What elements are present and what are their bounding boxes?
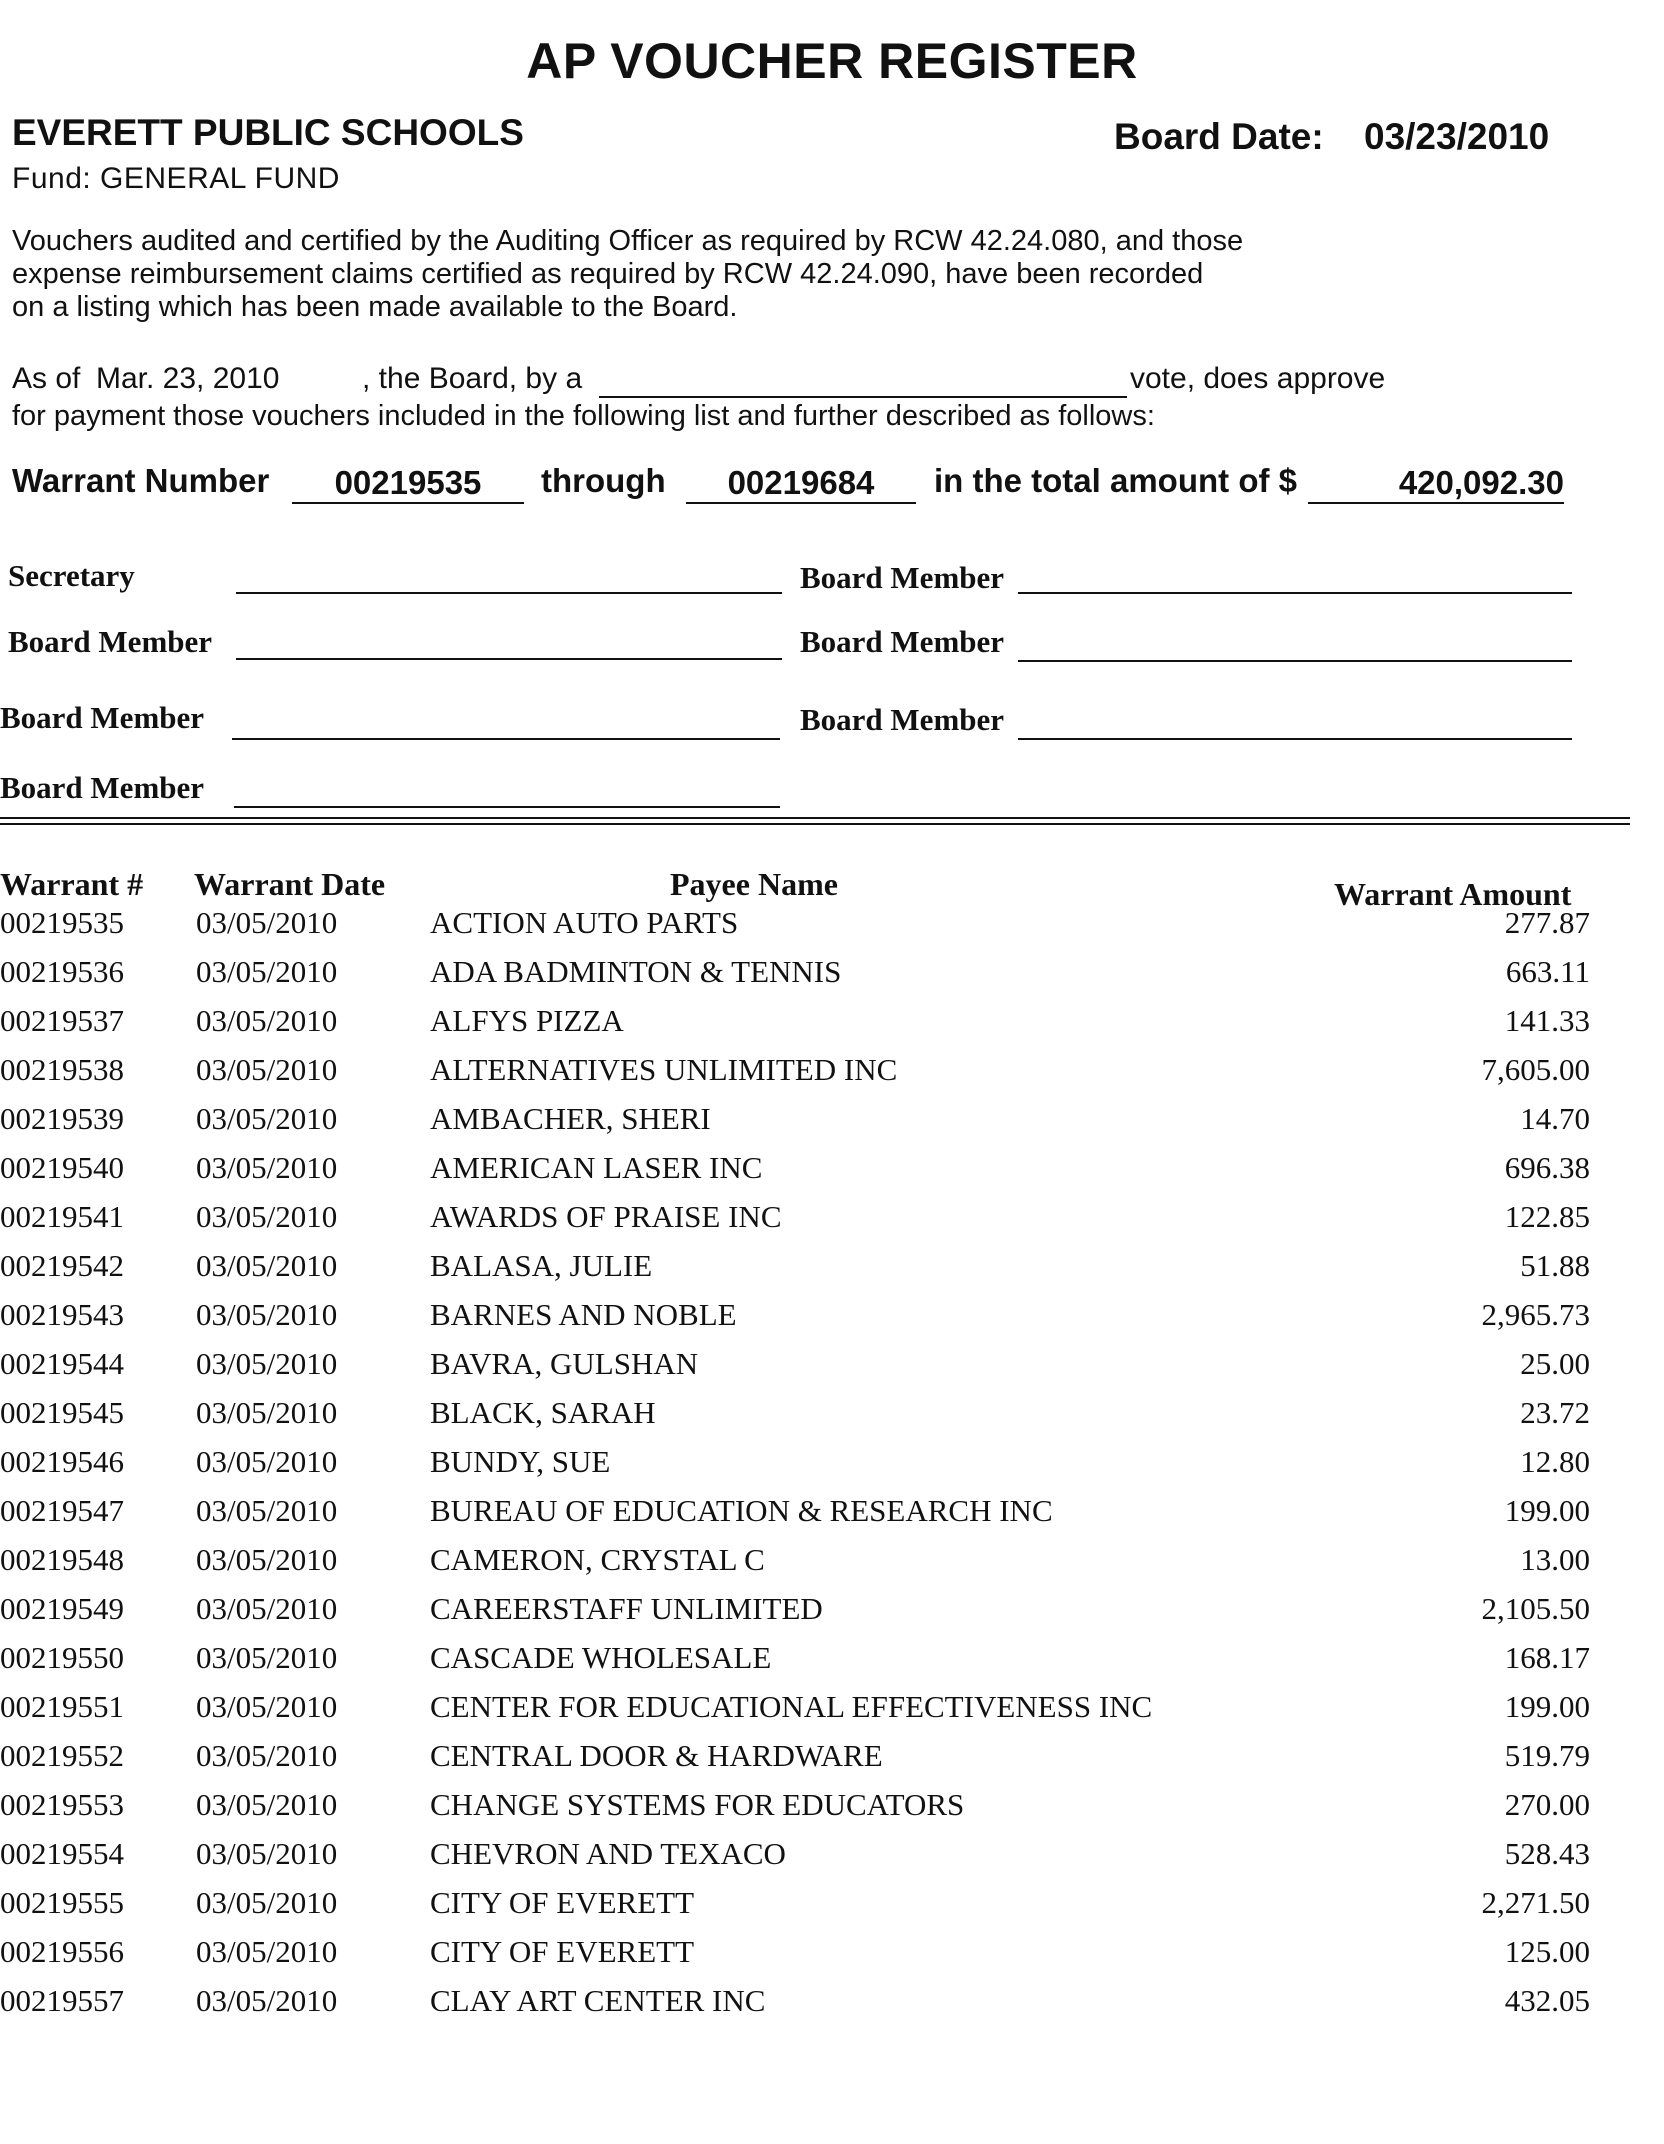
warrant-number-cell: 00219550 bbox=[0, 1640, 124, 1675]
board-member-signature-line[interactable] bbox=[1018, 738, 1572, 740]
payee-name-cell: BUNDY, SUE bbox=[430, 1444, 611, 1479]
payee-name-cell: ALTERNATIVES UNLIMITED INC bbox=[430, 1052, 898, 1087]
table-row bbox=[0, 1003, 1664, 1052]
warrant-number-cell: 00219540 bbox=[0, 1150, 124, 1185]
warrant-date-cell: 03/05/2010 bbox=[196, 1150, 338, 1185]
table-row bbox=[0, 1640, 1664, 1689]
board-member-label: Board Member bbox=[800, 702, 1005, 737]
payee-name-cell: ADA BADMINTON & TENNIS bbox=[430, 954, 842, 989]
warrant-amount-cell: 122.85 bbox=[1504, 1199, 1590, 1234]
warrant-amount-cell: 663.11 bbox=[1505, 954, 1590, 989]
warrant-date-cell: 03/05/2010 bbox=[196, 1885, 338, 1920]
warrant-number-cell: 00219555 bbox=[0, 1885, 124, 1920]
warrant-number-cell: 00219549 bbox=[0, 1591, 124, 1626]
table-row bbox=[0, 1885, 1664, 1934]
warrant-amount-cell: 168.17 bbox=[1504, 1640, 1590, 1675]
warrant-amount-cell: 2,105.50 bbox=[1481, 1591, 1590, 1626]
warrant-date-cell: 03/05/2010 bbox=[196, 1297, 338, 1332]
total-amount-underline bbox=[1308, 502, 1564, 504]
board-by-label: , the Board, by a bbox=[362, 362, 583, 395]
warrant-amount-cell: 125.00 bbox=[1504, 1934, 1590, 1969]
payee-name-cell: CHEVRON AND TEXACO bbox=[430, 1836, 786, 1871]
section-divider bbox=[0, 817, 1630, 819]
board-member-signature-line[interactable] bbox=[236, 658, 782, 660]
table-row bbox=[0, 1248, 1664, 1297]
warrant-amount-cell: 13.00 bbox=[1520, 1542, 1590, 1577]
table-row bbox=[0, 905, 1664, 954]
warrant-amount-cell: 528.43 bbox=[1504, 1836, 1590, 1871]
warrant-amount-cell: 2,271.50 bbox=[1481, 1885, 1590, 1920]
warrant-amount-cell: 199.00 bbox=[1504, 1493, 1590, 1528]
warrant-amount-cell: 7,605.00 bbox=[1481, 1052, 1590, 1087]
table-row bbox=[0, 1346, 1664, 1395]
payee-name-cell: ACTION AUTO PARTS bbox=[430, 905, 739, 940]
warrant-number-cell: 00219544 bbox=[0, 1346, 124, 1381]
payee-name-cell: CAMERON, CRYSTAL C bbox=[430, 1542, 765, 1577]
column-header-payee-name: Payee Name bbox=[670, 866, 838, 902]
through-label: through bbox=[541, 462, 666, 499]
table-row bbox=[0, 1983, 1664, 2032]
warrant-number-cell: 00219536 bbox=[0, 954, 124, 989]
warrant-date-cell: 03/05/2010 bbox=[196, 1983, 338, 2018]
warrant-date-cell: 03/05/2010 bbox=[196, 954, 338, 989]
warrant-date-cell: 03/05/2010 bbox=[196, 1444, 338, 1479]
secretary-signature-line[interactable] bbox=[236, 592, 782, 594]
column-header-warrant-number: Warrant # bbox=[0, 866, 144, 902]
warrant-date-cell: 03/05/2010 bbox=[196, 905, 338, 940]
statement-line: Vouchers audited and certified by the Auditing Officer as required by RCW 42.24.080, and those bbox=[12, 225, 1244, 257]
payee-name-cell: AMERICAN LASER INC bbox=[430, 1150, 763, 1185]
secretary-label: Secretary bbox=[8, 558, 135, 593]
payee-name-cell: CENTRAL DOOR & HARDWARE bbox=[430, 1738, 883, 1773]
warrant-number-cell: 00219543 bbox=[0, 1297, 124, 1332]
table-row bbox=[0, 1052, 1664, 1101]
table-row bbox=[0, 1150, 1664, 1199]
table-row bbox=[0, 1542, 1664, 1591]
table-row bbox=[0, 1787, 1664, 1836]
payee-name-cell: AWARDS OF PRAISE INC bbox=[430, 1199, 782, 1234]
fund-label: Fund: GENERAL FUND bbox=[12, 162, 340, 195]
board-member-label: Board Member bbox=[8, 624, 213, 659]
warrant-date-cell: 03/05/2010 bbox=[196, 1640, 338, 1675]
total-amount-label: in the total amount of $ bbox=[934, 462, 1297, 499]
payee-name-cell: BALASA, JULIE bbox=[430, 1248, 653, 1283]
board-date-label: Board Date: bbox=[1114, 116, 1324, 157]
warrant-start-value: 00219535 bbox=[334, 464, 482, 501]
table-row bbox=[0, 1934, 1664, 1983]
warrant-number-cell: 00219554 bbox=[0, 1836, 124, 1871]
table-row bbox=[0, 954, 1664, 1003]
board-member-label: Board Member bbox=[800, 624, 1005, 659]
warrant-amount-cell: 2,965.73 bbox=[1481, 1297, 1590, 1332]
vote-label: vote, does approve bbox=[1130, 362, 1386, 395]
warrant-date-cell: 03/05/2010 bbox=[196, 1395, 338, 1430]
warrant-amount-cell: 199.00 bbox=[1504, 1689, 1590, 1724]
warrant-number-cell: 00219551 bbox=[0, 1689, 124, 1724]
payee-name-cell: CAREERSTAFF UNLIMITED bbox=[430, 1591, 823, 1626]
payee-name-cell: BARNES AND NOBLE bbox=[430, 1297, 737, 1332]
payee-name-cell: CASCADE WHOLESALE bbox=[430, 1640, 772, 1675]
warrant-number-cell: 00219542 bbox=[0, 1248, 124, 1283]
warrant-number-cell: 00219537 bbox=[0, 1003, 124, 1038]
column-header-warrant-amount: Warrant Amount bbox=[1334, 876, 1572, 912]
warrant-number-cell: 00219546 bbox=[0, 1444, 124, 1479]
table-row bbox=[0, 1738, 1664, 1787]
warrant-amount-cell: 270.00 bbox=[1504, 1787, 1590, 1822]
warrant-date-cell: 03/05/2010 bbox=[196, 1101, 338, 1136]
warrant-number-cell: 00219553 bbox=[0, 1787, 124, 1822]
warrant-date-cell: 03/05/2010 bbox=[196, 1003, 338, 1038]
payee-name-cell: AMBACHER, SHERI bbox=[430, 1101, 711, 1136]
table-row bbox=[0, 1836, 1664, 1885]
table-row bbox=[0, 1297, 1664, 1346]
payee-name-cell: BAVRA, GULSHAN bbox=[430, 1346, 699, 1381]
payee-name-cell: BLACK, SARAH bbox=[430, 1395, 656, 1430]
total-amount-value: 420,092.30 bbox=[1398, 464, 1564, 501]
payee-name-cell: CLAY ART CENTER INC bbox=[430, 1983, 766, 2018]
warrant-date-cell: 03/05/2010 bbox=[196, 1836, 338, 1871]
table-row bbox=[0, 1591, 1664, 1640]
board-member-signature-line[interactable] bbox=[1018, 592, 1572, 594]
table-row bbox=[0, 1493, 1664, 1542]
payee-name-cell: CITY OF EVERETT bbox=[430, 1885, 695, 1920]
approval-date: Mar. 23, 2010 bbox=[96, 362, 280, 395]
warrant-date-cell: 03/05/2010 bbox=[196, 1248, 338, 1283]
statement-line: on a listing which has been made available to the Board. bbox=[12, 291, 738, 323]
warrant-date-cell: 03/05/2010 bbox=[196, 1738, 338, 1773]
warrant-number-cell: 00219539 bbox=[0, 1101, 124, 1136]
board-member-label: Board Member bbox=[800, 560, 1005, 595]
warrant-amount-cell: 12.80 bbox=[1520, 1444, 1590, 1479]
warrant-start-underline bbox=[292, 502, 524, 504]
warrant-end-underline bbox=[686, 502, 916, 504]
section-divider bbox=[0, 823, 1630, 825]
payee-name-cell: CHANGE SYSTEMS FOR EDUCATORS bbox=[430, 1787, 965, 1822]
approval-line-2: for payment those vouchers included in the following list and further described as follows: bbox=[12, 400, 1155, 432]
warrant-date-cell: 03/05/2010 bbox=[196, 1787, 338, 1822]
warrant-amount-cell: 519.79 bbox=[1504, 1738, 1590, 1773]
warrant-number-cell: 00219557 bbox=[0, 1983, 124, 2018]
organization-name: EVERETT PUBLIC SCHOOLS bbox=[12, 112, 524, 153]
payee-name-cell: CENTER FOR EDUCATIONAL EFFECTIVENESS INC bbox=[430, 1689, 1153, 1724]
warrant-number-cell: 00219552 bbox=[0, 1738, 124, 1773]
warrant-date-cell: 03/05/2010 bbox=[196, 1689, 338, 1724]
board-date-value: 03/23/2010 bbox=[1364, 116, 1550, 157]
board-member-signature-line[interactable] bbox=[232, 738, 780, 740]
warrant-amount-cell: 141.33 bbox=[1504, 1003, 1590, 1038]
warrant-number-cell: 00219541 bbox=[0, 1199, 124, 1234]
vote-blank[interactable] bbox=[599, 396, 1127, 398]
payee-name-cell: BUREAU OF EDUCATION & RESEARCH INC bbox=[430, 1493, 1053, 1528]
board-member-signature-line[interactable] bbox=[234, 806, 780, 808]
warrant-number-cell: 00219556 bbox=[0, 1934, 124, 1969]
board-member-signature-line[interactable] bbox=[1018, 660, 1572, 662]
warrant-date-cell: 03/05/2010 bbox=[196, 1934, 338, 1969]
warrant-date-cell: 03/05/2010 bbox=[196, 1542, 338, 1577]
page-title: AP VOUCHER REGISTER bbox=[526, 33, 1138, 89]
warrant-date-cell: 03/05/2010 bbox=[196, 1591, 338, 1626]
warrant-amount-cell: 25.00 bbox=[1520, 1346, 1590, 1381]
warrant-number-cell: 00219538 bbox=[0, 1052, 124, 1087]
warrant-date-cell: 03/05/2010 bbox=[196, 1346, 338, 1381]
warrant-number-cell: 00219535 bbox=[0, 905, 124, 940]
warrant-amount-cell: 14.70 bbox=[1520, 1101, 1590, 1136]
board-member-label: Board Member bbox=[0, 700, 205, 735]
certification-statement bbox=[12, 225, 1412, 324]
warrant-amount-cell: 277.87 bbox=[1504, 905, 1590, 940]
as-of-label: As of bbox=[12, 362, 81, 395]
table-row bbox=[0, 1101, 1664, 1150]
board-member-label: Board Member bbox=[0, 770, 205, 805]
warrant-date-cell: 03/05/2010 bbox=[196, 1052, 338, 1087]
table-row bbox=[0, 1689, 1664, 1738]
warrant-number-cell: 00219547 bbox=[0, 1493, 124, 1528]
table-row bbox=[0, 1444, 1664, 1493]
warrant-number-cell: 00219545 bbox=[0, 1395, 124, 1430]
table-row bbox=[0, 1199, 1664, 1248]
warrant-amount-cell: 23.72 bbox=[1520, 1395, 1590, 1430]
payee-name-cell: CITY OF EVERETT bbox=[430, 1934, 695, 1969]
warrant-amount-cell: 51.88 bbox=[1520, 1248, 1590, 1283]
warrant-date-cell: 03/05/2010 bbox=[196, 1493, 338, 1528]
warrant-amount-cell: 696.38 bbox=[1504, 1150, 1590, 1185]
warrant-number-label: Warrant Number bbox=[12, 462, 270, 499]
statement-line: expense reimbursement claims certified as required by RCW 42.24.090, have been recorded bbox=[12, 258, 1204, 290]
warrant-end-value: 00219684 bbox=[727, 464, 875, 501]
warrant-number-cell: 00219548 bbox=[0, 1542, 124, 1577]
payee-name-cell: ALFYS PIZZA bbox=[430, 1003, 624, 1038]
table-row bbox=[0, 1395, 1664, 1444]
column-header-warrant-date: Warrant Date bbox=[194, 866, 386, 902]
warrant-date-cell: 03/05/2010 bbox=[196, 1199, 338, 1234]
warrant-amount-cell: 432.05 bbox=[1504, 1983, 1590, 2018]
warrant-table bbox=[0, 905, 1664, 2032]
